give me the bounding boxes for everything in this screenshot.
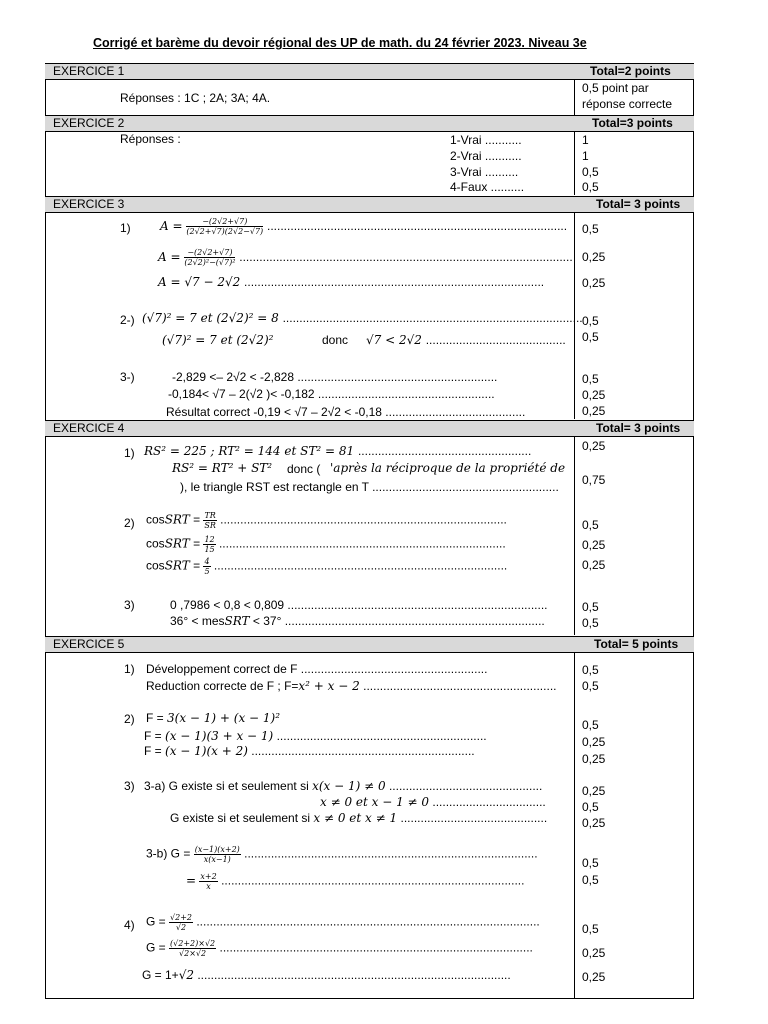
exercise-5-q1-step-2: Reduction correcte de F ; F=x² + x − 2 .......................................................... bbox=[146, 679, 557, 693]
exercise-5-q3b-step-2: = $\frac{x+2}{x}$ ........................................................................................... bbox=[186, 872, 525, 891]
exercise-3-q1-number: 1) bbox=[120, 221, 131, 235]
exercise-4-q1-number: 1) bbox=[124, 446, 135, 460]
exercise-3-q3-step-1: -2,829 <– 2√2 < -2,828 ............................................................ bbox=[172, 370, 498, 384]
exercise-3-score: 0,5 bbox=[582, 222, 599, 236]
exercise-4-q1-conclusion: ), le triangle RST est rectangle en T ........................................................ bbox=[180, 480, 559, 494]
cos-label: cos bbox=[146, 536, 165, 551]
exercise-4-q2-step-1: cosSRT = $\frac{TR}{SR}$ ...................................................................................... bbox=[146, 511, 507, 530]
exercise-5-label: EXERCICE 5 bbox=[53, 637, 125, 651]
exercise-2-item: 1-Vrai ........... bbox=[450, 133, 522, 147]
exercise-5-score: 0,5 bbox=[582, 679, 599, 693]
score-column-divider-2 bbox=[574, 131, 575, 195]
exercise-3-label: EXERCICE 3 bbox=[53, 197, 125, 211]
exercise-5-score: 0,5 bbox=[582, 663, 599, 677]
exercise-4-q3-mes: 36° < mes bbox=[170, 614, 225, 628]
page-title: Corrigé et barème du devoir régional des UP de math. du 24 février 2023. Niveau 3e bbox=[93, 36, 587, 50]
exercise-4-score: 0,5 bbox=[582, 518, 599, 532]
exercise-2-score: 1 bbox=[582, 133, 589, 147]
exercise-1-score: réponse correcte bbox=[582, 97, 673, 111]
exercise-5-q2-step-1: F = 3(x − 1) + (x − 1)² bbox=[146, 711, 281, 725]
exercise-3-q1-step-2: A = $\frac{-(2√2+√7)}{\text{(2√2)²−(√7)²}}$ .................................................................................................... bbox=[158, 248, 573, 267]
exercise-3-score: 0,5 bbox=[582, 330, 599, 344]
score-column-divider-1 bbox=[574, 79, 575, 115]
exercise-5-q3a-step-1: 3-a) G existe si et seulement si x(x − 1) ≠ 0 .............................................. bbox=[144, 779, 543, 793]
exercise-2-score: 0,5 bbox=[582, 180, 599, 194]
exercise-3-q3-number: 3-) bbox=[120, 370, 135, 384]
exercise-5-score: 0,5 bbox=[582, 856, 599, 870]
exercise-5-q4-step-1: G = $\frac{√2+2}{√2}$ ....................................................................................................... bbox=[146, 913, 540, 932]
exercise-2-item: 3-Vrai .......... bbox=[450, 165, 519, 179]
exercise-5-q3a-step-3: G existe si et seulement si x ≠ 0 et x ≠ 1 ............................................ bbox=[170, 811, 548, 825]
exercise-4-q1-step-2: RS² = RT² + ST² bbox=[172, 461, 273, 475]
exercise-5-q3a-conclusion: G existe si et seulement si bbox=[170, 811, 311, 825]
exercise-4-q3-rest: < 37° .............................................................................. bbox=[249, 614, 545, 628]
exercise-5-q4-number: 4) bbox=[124, 918, 135, 932]
exercise-4-q1-step-1: RS² = 225 ; RT² = 144 et ST² = 81 .................................................... bbox=[144, 444, 532, 458]
exercise-5-score: 0,25 bbox=[582, 784, 606, 798]
exercise-4-label: EXERCICE 4 bbox=[53, 421, 125, 435]
exercise-2-total: Total=3 points bbox=[592, 116, 673, 130]
exercise-5-score: 0,5 bbox=[582, 873, 599, 887]
exercise-3-score: 0,5 bbox=[582, 314, 599, 328]
exercise-3-score: 0,25 bbox=[582, 404, 606, 418]
exercise-3-score: 0,25 bbox=[582, 276, 606, 290]
exercise-4-score: 0,75 bbox=[582, 473, 606, 487]
exercise-2-label: EXERCICE 2 bbox=[53, 116, 125, 130]
exercise-2-item: 4-Faux .......... bbox=[450, 180, 525, 194]
exercise-3-q3-step-3: Résultat correct -0,19 < √7 – 2√2 < -0,18 .......................................... bbox=[166, 405, 526, 419]
exercise-3-q2-donc: donc bbox=[322, 333, 349, 347]
exercise-3-q3-step-2: -0,184< √7 – 2(√2 )< -0,182 ..................................................... bbox=[168, 387, 495, 401]
exercise-5-score: 0,5 bbox=[582, 800, 599, 814]
score-column-divider-5 bbox=[574, 652, 575, 999]
exercise-5-q4-label: G = 1+ bbox=[142, 968, 179, 982]
exercise-3-q1-step-3: A = √7 − 2√2 .......................................................................................... bbox=[158, 275, 545, 289]
exercise-3-q2-number: 2-) bbox=[120, 313, 135, 327]
exercise-1-answers: Réponses : 1C ; 2A; 3A; 4A. bbox=[120, 91, 271, 105]
exercise-5-q3-number: 3) bbox=[124, 779, 135, 793]
exercise-4-score: 0,25 bbox=[582, 538, 606, 552]
exercise-3-score: 0,25 bbox=[582, 388, 606, 402]
exercise-5-q3b-step-1: 3-b) G = $\frac{(x-1)(x+2)}{x(x-1)}$ ........................................................................................ bbox=[146, 845, 538, 864]
exercise-4-score: 0,25 bbox=[582, 439, 606, 453]
exercise-3-score: 0,25 bbox=[582, 250, 606, 264]
exercise-1-total: Total=2 points bbox=[590, 64, 671, 78]
exercise-5-q3b-label: 3-b) G = bbox=[146, 846, 191, 861]
exercise-3-q2-step-3: √7 < 2√2 .......................................... bbox=[366, 333, 566, 347]
exercise-5-score: 0,25 bbox=[582, 752, 606, 766]
exercise-4-q1-donc: donc ( bbox=[287, 462, 321, 476]
exercise-2-score: 1 bbox=[582, 149, 589, 163]
exercise-4-score: 0,5 bbox=[582, 600, 599, 614]
cos-label: cos bbox=[146, 512, 165, 527]
exercise-3-q2-step-2: (√7)² = 7 et (2√2)² bbox=[162, 333, 274, 347]
exercise-5-score: 0,25 bbox=[582, 735, 606, 749]
exercise-5-score: 0,25 bbox=[582, 970, 606, 984]
exercise-4-q2-step-2: cosSRT = $\frac{12}{15}$ ...................................................................................... bbox=[146, 535, 506, 554]
exercise-2-score: 0,5 bbox=[582, 165, 599, 179]
exercise-2-item: 2-Vrai ........... bbox=[450, 149, 522, 163]
exercise-5-q3a-step-2: x ≠ 0 et x − 1 ≠ 0 .................................. bbox=[320, 795, 546, 809]
exercise-5-score: 0,5 bbox=[582, 922, 599, 936]
exercise-4-q3-step-1: 0 ,7986 < 0,8 < 0,809 .............................................................................. bbox=[170, 598, 548, 612]
exercise-1-label: EXERCICE 1 bbox=[53, 64, 125, 78]
cos-label: cos bbox=[146, 558, 165, 573]
exercise-5-q1-reduction: Reduction correcte de F ; F= bbox=[146, 679, 299, 693]
exercise-5-score: 0,25 bbox=[582, 816, 606, 830]
score-column-divider-4 bbox=[574, 436, 575, 635]
exercise-5-q2-step-2: F = (x − 1)(3 + x − 1) ............................................................... bbox=[144, 729, 487, 743]
exercise-5-q4-step-3: G = 1+√2 .............................................................................................. bbox=[142, 968, 511, 982]
exercise-4-score: 0,5 bbox=[582, 616, 599, 630]
exercise-5-q1-step-1: Développement correct de F ........................................................ bbox=[146, 662, 488, 676]
exercise-4-q3-step-2: 36° < mesSRT < 37° .............................................................................. bbox=[170, 614, 545, 628]
exercise-2-answers-label: Réponses : bbox=[120, 132, 181, 146]
exercise-4-score: 0,25 bbox=[582, 558, 606, 572]
exercise-4-total: Total= 3 points bbox=[596, 421, 681, 435]
exercise-4-q2-number: 2) bbox=[124, 516, 135, 530]
exercise-3-total: Total= 3 points bbox=[596, 197, 681, 211]
exercise-5-q4-step-2: G = $\frac{(√2+2)\times√2}{√2\times√2}$ .............................................................................................. bbox=[146, 939, 533, 958]
exercise-5-total: Total= 5 points bbox=[594, 637, 679, 651]
exercise-4-q1-theorem: 'après la réciproque de la propriété de bbox=[330, 461, 566, 475]
exercise-5-q2-number: 2) bbox=[124, 712, 135, 726]
exercise-3-score: 0,5 bbox=[582, 372, 599, 386]
exercise-1-score: 0,5 point par bbox=[582, 81, 649, 95]
exercise-5-score: 0,25 bbox=[582, 946, 606, 960]
exercise-5-q1-number: 1) bbox=[124, 662, 135, 676]
exercise-4-q3-number: 3) bbox=[124, 598, 135, 612]
exercise-3-q2-step-1: (√7)² = 7 et (2√2)² = 8 .......................................................................................... bbox=[142, 311, 583, 325]
exercise-3-q1-step-1: A = $\frac{-(2√2+√7)}{(2√2+√7)(2√2-√7)}$ .......................................................................................... bbox=[160, 217, 568, 236]
exercise-4-q2-step-3: cosSRT = $\frac{4}{5}$ ........................................................................................ bbox=[146, 557, 508, 576]
exercise-5-score: 0,5 bbox=[582, 718, 599, 732]
exercise-5-q2-step-3: F = (x − 1)(x + 2) ................................................................... bbox=[144, 744, 475, 758]
exercise-5-q3a-label: 3-a) G existe si et seulement si bbox=[144, 779, 309, 793]
